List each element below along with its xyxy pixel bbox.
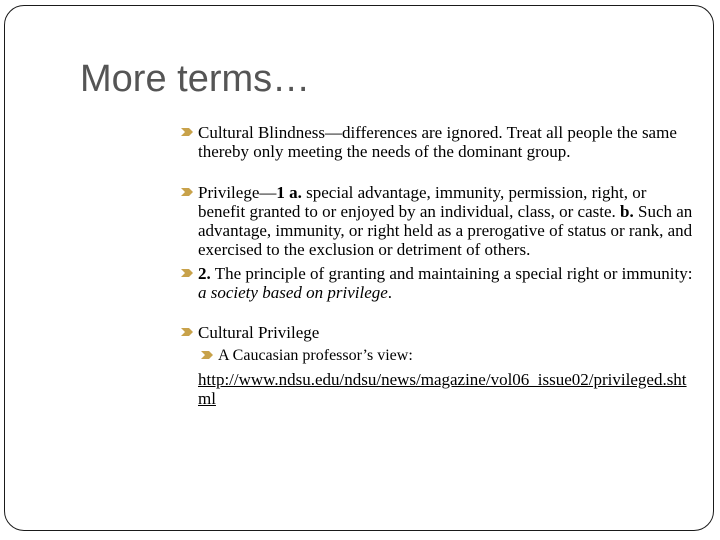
slide-content bbox=[180, 123, 695, 408]
arrow-bullet-icon bbox=[200, 349, 214, 361]
definition-b-label: b. bbox=[620, 202, 634, 221]
list-item-cultural-blindness bbox=[180, 123, 695, 161]
definition-text: The principle of granting and maintaining a special right or immunity: bbox=[210, 264, 693, 283]
term-label: Cultural Blindness bbox=[198, 123, 326, 142]
term-label: Privilege bbox=[198, 183, 260, 202]
period: . bbox=[387, 283, 393, 302]
definition-text: —differences are ignored. Treat all people the same thereby only meeting the needs of the dominant group. bbox=[198, 123, 677, 161]
article-link[interactable]: http://www.ndsu.edu/ndsu/news/magazine/vol06_issue02/privileged.shtml bbox=[198, 370, 687, 408]
slide-title: More terms… bbox=[80, 58, 311, 100]
item-text bbox=[198, 183, 695, 259]
item-text: Cultural Privilege bbox=[198, 323, 320, 342]
item-text bbox=[198, 264, 695, 302]
list-item-privilege-2 bbox=[180, 264, 695, 302]
list-item-privilege bbox=[180, 183, 695, 259]
definition-a-label: a. bbox=[289, 183, 302, 202]
definition-number: 1 bbox=[276, 183, 285, 202]
list-item-cultural-privilege bbox=[180, 323, 695, 342]
item-text bbox=[198, 123, 695, 161]
arrow-bullet-icon bbox=[180, 267, 194, 279]
definition-b-text: Such an advantage, immunity, or right held as a prerogative of status or rank, and exercised to the exclusion or detriment of others. bbox=[198, 202, 693, 259]
dash: — bbox=[259, 183, 277, 202]
definition-a-text: special advantage, immunity, permission, right, or benefit granted to or enjoyed by an individual, class, or caste. bbox=[198, 183, 647, 221]
arrow-bullet-icon bbox=[180, 126, 194, 138]
sub-item-text: A Caucasian professor’s view: bbox=[218, 347, 413, 364]
example-text: a society based on privilege bbox=[198, 283, 388, 302]
sub-list-item bbox=[196, 346, 695, 365]
definition-number: 2. bbox=[198, 264, 211, 283]
arrow-bullet-icon bbox=[180, 186, 194, 198]
arrow-bullet-icon bbox=[180, 326, 194, 338]
